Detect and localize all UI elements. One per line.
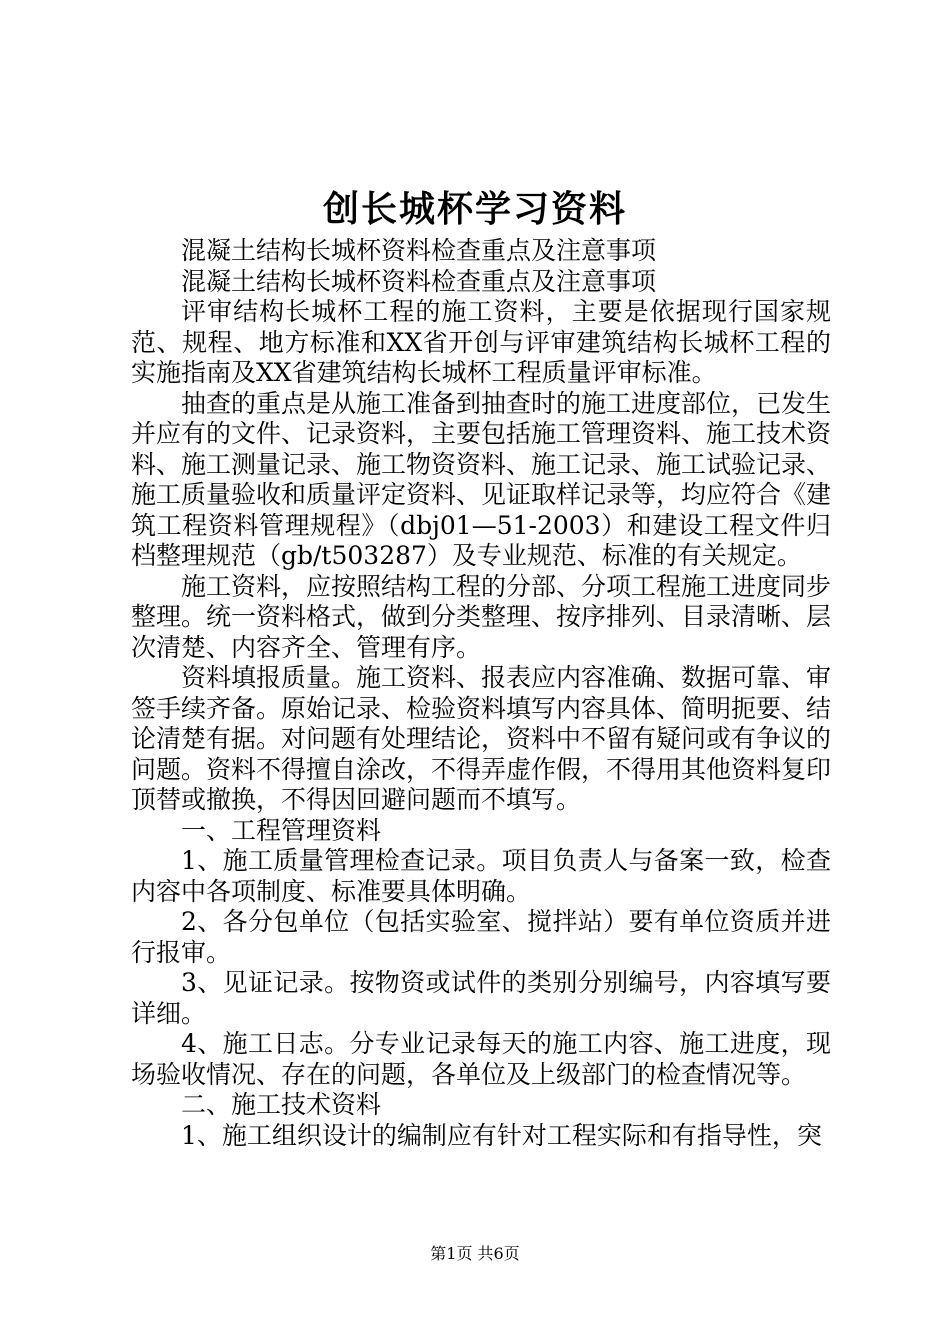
list-item: 3、见证记录。按物资或试件的类别分别编号，内容填写要详细。 bbox=[131, 968, 831, 1028]
list-item: 2、各分包单位（包括实验室、搅拌站）要有单位资质并进行报审。 bbox=[131, 907, 831, 967]
paragraph: 混凝土结构长城杯资料检查重点及注意事项 bbox=[181, 266, 657, 296]
list-item: 4、施工日志。分专业记录每天的施工内容、施工进度，现场验收情况、存在的问题，各单位及上级部门的检查情况等。 bbox=[131, 1029, 831, 1089]
list-item: 1、施工组织设计的编制应有针对工程实际和有指导性，突 bbox=[181, 1120, 822, 1150]
paragraph: 资料填报质量。施工资料、报表应内容准确、数据可靠、审签手续齐备。原始记录、检验资料填写内容具体、简明扼要、结论清楚有据。对问题有处理结论，资料中不留有疑问或有争议的问题。资料不得擅自涂改，不得弄虚作假，不得用其他资料复印顶替或撤换，不得因回避问题而不填写。 bbox=[131, 663, 832, 814]
paragraph: 抽查的重点是从施工准备到抽查时的施工进度部位，已发生并应有的文件、记录资料，主要包括施工管理资料、施工技术资料、施工测量记录、施工物资资料、施工记录、施工试验记录、施工质量验收和质量评定资料、见证取样记录等，均应符合《建筑工程资料管理规程》（dbj01—51-2003）和建设工程文件归档整理规范（gb/t503287）及专业规范、标准的有关规定。 bbox=[131, 388, 832, 570]
paragraph: 施工资料，应按照结构工程的分部、分项工程施工进度同步整理。统一资料格式，做到分类整理、按序排列、目录清晰、层次清楚、内容齐全、管理有序。 bbox=[131, 571, 832, 662]
document-title: 创长城杯学习资料 bbox=[322, 188, 627, 230]
paragraph: 混凝土结构长城杯资料检查重点及注意事项 bbox=[181, 236, 657, 265]
list-item: 1、施工质量管理检查记录。项目负责人与备案一致，检查内容中各项制度、标准要具体明确。 bbox=[131, 846, 831, 906]
section-heading: 一、工程管理资料 bbox=[181, 815, 382, 845]
section-heading: 二、施工技术资料 bbox=[181, 1090, 382, 1119]
paragraph: 评审结构长城杯工程的施工资料，主要是依据现行国家规范、规程、地方标准和XX省开创与评审建筑结构长城杯工程的实施指南及XX省建筑结构长城杯工程质量评审标准。 bbox=[131, 297, 831, 387]
page-number-footer: 第1页 共6页 bbox=[430, 1244, 520, 1263]
document-body bbox=[131, 236, 831, 1151]
